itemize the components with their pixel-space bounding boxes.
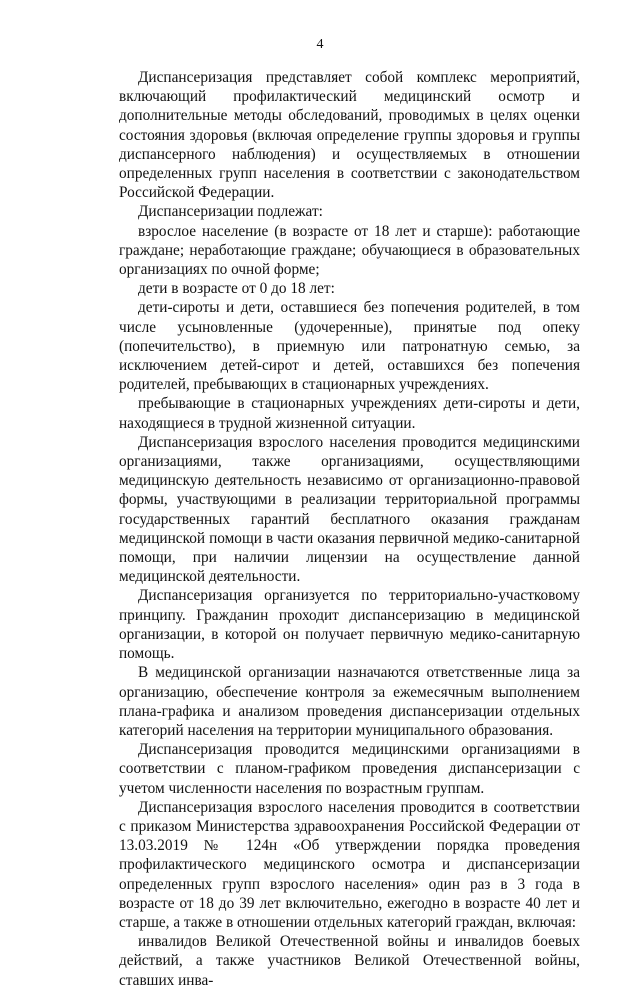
paragraph-schedule: Диспансеризация проводится медицинскими организациями в соответствии с планом-графиком проведения диспансеризации с учетом численности населения по возрастным группам. [119, 741, 580, 797]
paragraph-order-124n: Диспансеризация взрослого населения проводится в соответствии с приказом Министерства здравоохранения Российской Федерации от 13.03.2019 № 124н «Об утверждении порядка проведения профилактического медицинского осмотра и диспансеризации определенных групп взрослого населения» один раз в 3 года в возрасте от 18 до 39 лет включительно, ежегодно в возрасте 40 лет и старше, а также в отношении отдельных категорий граждан, включая: [119, 798, 580, 931]
paragraph-children-age: дети в возрасте от 0 до 18 лет: [138, 280, 335, 298]
paragraph-dispensary-definition: Диспансеризация представляет собой комплекс мероприятий, включающий профилактический медицинский осмотр и дополнительные методы обследований, проводимых в целях оценки состояния здоровья (включая определение группы здоровья и группы диспансерного наблюдения) и осуществляемых в отношении определенных групп населения в соответствии с законодательством Российской Федерации. [119, 69, 580, 202]
paragraph-adult-population: взрослое население (в возрасте от 18 лет и старше): работающие граждане; неработающие граждане; обучающиеся в образовательных организациях по очной форме; [119, 222, 580, 279]
paragraph-war-invalids: инвалидов Великой Отечественной войны и инвалидов боевых действий, а также участников Великой Отечественной войны, ставших инва- [119, 933, 580, 989]
paragraph-territorial-principle: Диспансеризация организуется по территориально-участковому принципу. Гражданин проходит диспансеризацию в медицинской организации, в которой он получает первичную медико-санитарную помощь. [119, 587, 580, 663]
page-number: 4 [316, 37, 324, 52]
paragraph-orphans-in-institutions: пребывающие в стационарных учреждениях дети-сироты и дети, находящиеся в трудной жизненной ситуации. [119, 395, 580, 432]
paragraph-subject-to-dispensary: Диспансеризации подлежат: [138, 203, 323, 221]
paragraph-orphans: дети-сироты и дети, оставшиеся без попечения родителей, в том числе усыновленные (удочеренные), принятые под опеку (попечительство), в приемную или патронатную семью, за исключением детей-сирот и детей, оставшихся без попечения родителей, пребывающих в стационарных учреждениях. [119, 299, 580, 394]
paragraph-responsible-persons: В медицинской организации назначаются ответственные лица за организацию, обеспечение контроля за ежемесячным выполнением плана-графика и анализом проведения диспансеризации отдельных категорий населения на территории муниципального образования. [119, 664, 580, 739]
paragraph-adult-dispensary-organizations: Диспансеризация взрослого населения проводится медицинскими организациями, также организациями, осуществляющими медицинскую деятельность независимо от организационно-правовой формы, участвующими в реализации территориальной программы государственных гарантий бесплатного оказания гражданам медицинской помощи в части оказания первичной медико-санитарной помощи, при наличии лицензии на осуществление данной медицинской деятельности. [119, 433, 580, 586]
document-body [119, 68, 580, 990]
